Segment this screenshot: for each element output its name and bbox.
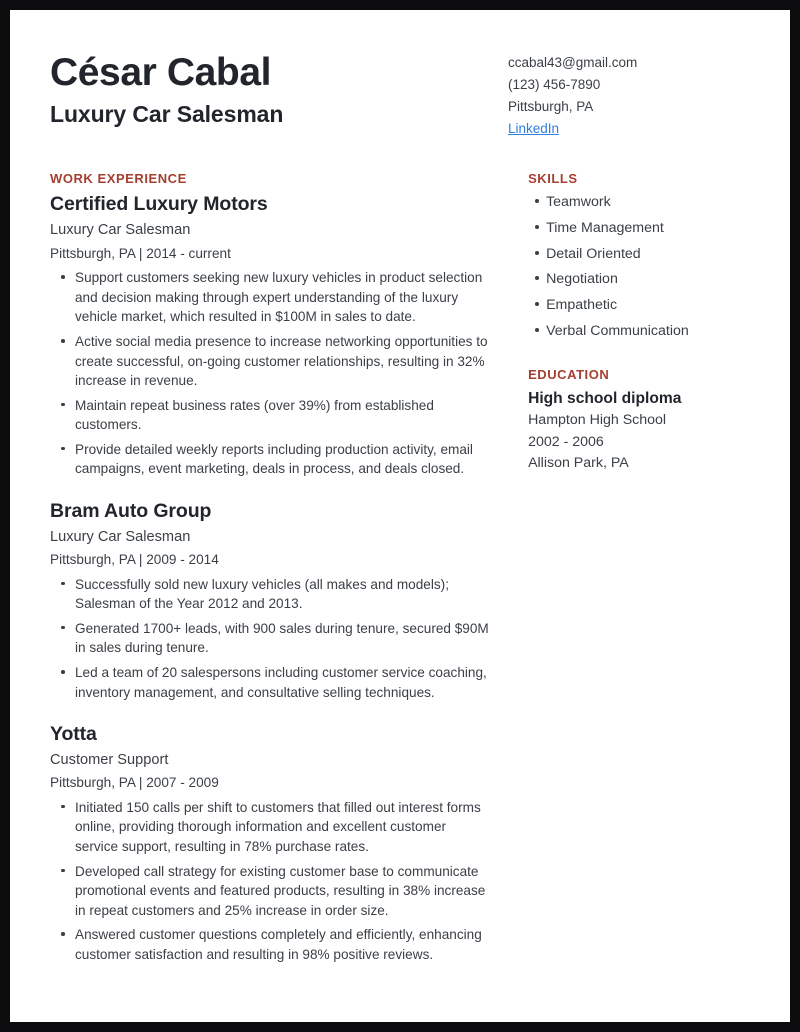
job-entry: [50, 192, 492, 478]
section-title-work-experience: WORK EXPERIENCE: [50, 171, 187, 187]
job-location-dates: Pittsburgh, PA | 2014 - current: [50, 245, 231, 261]
education-entry: [528, 388, 750, 474]
skill-item: Time Management: [546, 218, 750, 238]
job-entry: [50, 499, 492, 702]
contact-location: Pittsburgh, PA: [508, 98, 594, 114]
section-title-skills: SKILLS: [528, 171, 578, 187]
skill-item: Detail Oriented: [546, 244, 750, 264]
skill-item: Empathetic: [546, 295, 750, 315]
job-organization: Certified Luxury Motors: [50, 193, 268, 216]
skill-item: Verbal Communication: [546, 321, 750, 341]
job-bullet: Support customers seeking new luxury vehicles in product selection and decision making through expert understanding of the luxury vehicle market, which resulted in $100M in sales to date.: [71, 268, 492, 327]
side-column: [528, 171, 750, 474]
job-bullet-list: [50, 268, 492, 479]
job-bullet-list: [50, 575, 492, 702]
job-location-dates: Pittsburgh, PA | 2009 - 2014: [50, 551, 219, 567]
contact-email: ccabal43@gmail.com: [508, 55, 638, 70]
skill-item: Negotiation: [546, 269, 750, 289]
skills-section: [528, 171, 750, 340]
job-bullet: Generated 1700+ leads, with 900 sales during tenure, secured $90M in sales during tenure.: [71, 619, 492, 658]
resume-document: [10, 10, 790, 1022]
resume-body: [50, 171, 750, 964]
contact-phone: (123) 456-7890: [508, 76, 601, 92]
job-organization: Yotta: [50, 723, 97, 746]
section-title-education: EDUCATION: [528, 366, 610, 382]
education-location: Allison Park, PA: [528, 455, 629, 472]
education-degree: High school diploma: [528, 389, 682, 407]
job-entry: [50, 722, 492, 964]
education-section: [528, 367, 750, 474]
job-bullet: Provide detailed weekly reports including production activity, email campaigns, event marketing, deals in process, and deals closed.: [71, 440, 492, 479]
job-location-dates: Pittsburgh, PA | 2007 - 2009: [50, 775, 219, 791]
education-years: 2002 - 2006: [528, 433, 604, 450]
job-bullet: Successfully sold new luxury vehicles (all makes and models); Salesman of the Year 2012 and 2013.: [71, 575, 492, 614]
contact-block: [508, 48, 750, 139]
candidate-headline: Luxury Car Salesman: [50, 101, 284, 128]
job-bullet-list: [50, 798, 492, 965]
job-bullet: Active social media presence to increase networking opportunities to create successful, on-going customer relationships, resulting in 32% increase in revenue.: [71, 332, 492, 391]
candidate-name: César Cabal: [50, 51, 272, 94]
job-bullet: Answered customer questions completely and efficiently, enhancing customer satisfaction and resulting in 98% positive reviews.: [71, 925, 492, 964]
skill-item: Teamwork: [546, 192, 750, 212]
job-bullet: Led a team of 20 salespersons including customer service coaching, inventory management, and consultative selling techniques.: [71, 663, 492, 702]
education-school: Hampton High School: [528, 411, 667, 428]
job-bullet: Initiated 150 calls per shift to customers that filled out interest forms online, providing thorough information and excellent customer service support, resulting in 78% purchase rates.: [71, 798, 492, 857]
job-role: Luxury Car Salesman: [50, 528, 191, 545]
resume-page: [10, 10, 790, 1022]
job-role: Customer Support: [50, 752, 169, 769]
main-column: [50, 171, 492, 964]
job-bullet: Maintain repeat business rates (over 39%) from established customers.: [71, 396, 492, 435]
linkedin-link[interactable]: LinkedIn: [508, 120, 560, 136]
identity-block: [50, 48, 283, 129]
resume-header: [50, 48, 750, 139]
skills-list: [528, 192, 750, 340]
job-organization: Bram Auto Group: [50, 499, 212, 522]
job-bullet: Developed call strategy for existing customer base to communicate promotional events and featured products, resulting in 38% increase in repeat customers and 25% increase in order size.: [71, 862, 492, 921]
job-role: Luxury Car Salesman: [50, 222, 191, 239]
